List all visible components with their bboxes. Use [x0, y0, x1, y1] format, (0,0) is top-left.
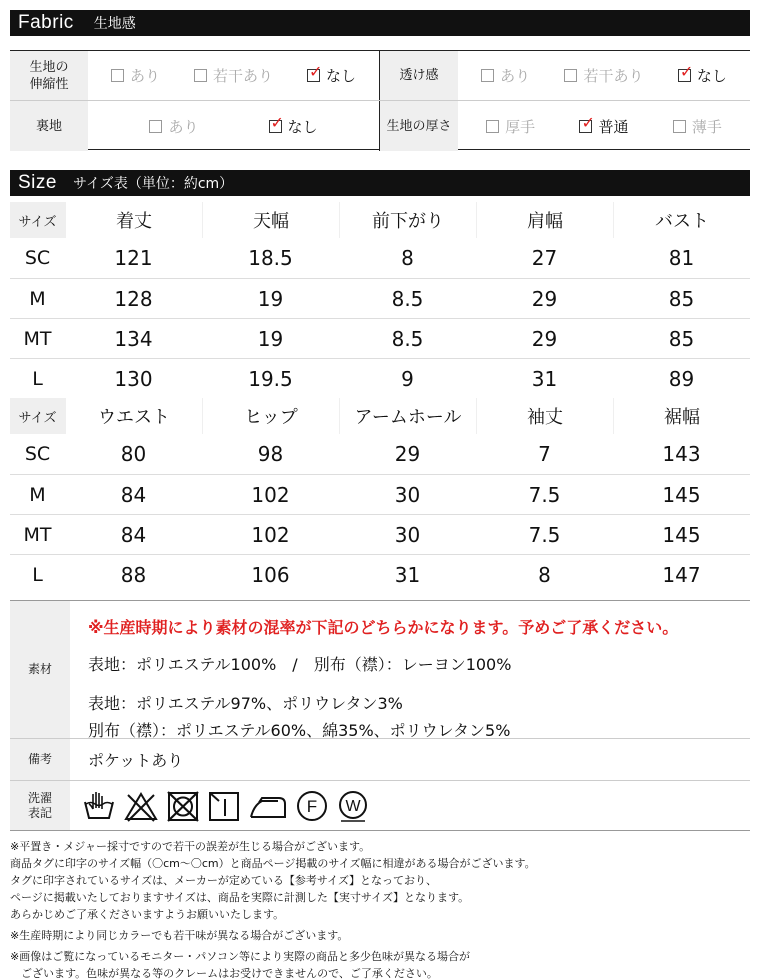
- value-cell: 102: [251, 482, 290, 507]
- wet-clean-w-icon: [336, 789, 370, 823]
- lining-option-none[interactable]: ✓ なし: [270, 112, 318, 136]
- wet-clean-letter: W: [345, 797, 361, 815]
- value-cell: 7: [538, 442, 551, 466]
- size-cell: SC: [24, 247, 51, 269]
- note-line: ございます。色味が異なる等のクレームはお受けできませんので、ご了承ください。: [10, 967, 438, 980]
- checkbox-icon: [564, 69, 577, 82]
- value-cell: 84: [120, 482, 147, 507]
- column-header: ウエスト: [66, 398, 202, 434]
- lining-option-yes[interactable]: あり: [149, 116, 198, 137]
- value-cell: 29: [531, 286, 558, 311]
- value-cell: 80: [120, 442, 147, 466]
- value-cell: 102: [251, 522, 290, 547]
- value-cell: 18.5: [248, 246, 293, 270]
- checkbox-icon: [673, 120, 686, 133]
- value-cell: 19: [257, 286, 284, 311]
- table-row: [10, 318, 750, 358]
- remarks-text: ポケットあり: [88, 751, 184, 770]
- value-cell: 8: [538, 562, 551, 587]
- table-row: [10, 474, 750, 514]
- thickness-label: 生地の厚さ: [380, 101, 458, 151]
- value-cell: 30: [394, 482, 421, 507]
- note-line: ※画像はご覧になっているモニター・パソコン等により実際の商品と多少色味が異なる場合が: [10, 950, 470, 963]
- fabric-table: [10, 50, 750, 150]
- lining-row: [10, 101, 380, 151]
- value-cell: 130: [114, 366, 153, 391]
- thickness-row: [380, 101, 750, 151]
- sheer-option-yes[interactable]: あり: [481, 65, 530, 86]
- material-label: 素材: [10, 601, 70, 738]
- care-row: [10, 781, 750, 831]
- notes: [10, 838, 750, 980]
- checked-checkbox-icon: ✓: [308, 62, 323, 81]
- sheer-option-slight[interactable]: 若干あり: [564, 65, 643, 86]
- stretch-option-yes[interactable]: あり: [111, 65, 160, 86]
- column-header: 肩幅: [477, 202, 613, 238]
- column-header: 裾幅: [614, 398, 750, 434]
- note-line: ※生産時期により同じカラーでも若干味が異なる場合がございます。: [10, 929, 349, 942]
- value-cell: 106: [251, 562, 290, 587]
- column-header: 天幅: [203, 202, 339, 238]
- size-cell: SC: [24, 443, 51, 465]
- remarks-row: [10, 739, 750, 781]
- value-cell: 19: [257, 326, 284, 351]
- column-header: ヒップ: [203, 398, 339, 434]
- fabric-subtitle: 生地感: [93, 16, 136, 32]
- value-cell: 143: [662, 442, 701, 466]
- sheer-row: [380, 51, 750, 100]
- value-cell: 85: [668, 326, 695, 351]
- value-cell: 98: [257, 442, 284, 466]
- size-cell: L: [32, 367, 43, 390]
- thickness-option-normal[interactable]: ✓ 普通: [581, 112, 629, 136]
- sheer-label: 透け感: [380, 51, 458, 100]
- material-option-2-line-2: 別布（襟）：ポリエステル60%、綿35%、ポリウレタン5%: [88, 721, 511, 740]
- size-cell: M: [29, 287, 46, 310]
- value-cell: 88: [120, 562, 147, 587]
- stretch-option-none[interactable]: ✓ なし: [308, 62, 356, 85]
- table-row: [10, 278, 750, 318]
- value-cell: 27: [531, 246, 558, 270]
- note-line: タグに印字されているサイズは、メーカーが定めている【参考サイズ】となっており、: [10, 874, 438, 887]
- size-section-header: [10, 170, 750, 196]
- value-cell: 85: [668, 286, 695, 311]
- value-cell: 29: [531, 326, 558, 351]
- value-cell: 19.5: [248, 366, 293, 391]
- no-tumble-dry-icon: [166, 789, 200, 823]
- size-table-2-header: [10, 398, 750, 434]
- checkbox-icon: [481, 69, 494, 82]
- size-column-label: サイズ: [18, 214, 57, 230]
- value-cell: 30: [394, 522, 421, 547]
- size-title: Size: [18, 172, 57, 193]
- low-iron-icon: [248, 789, 288, 823]
- value-cell: 7.5: [528, 522, 561, 547]
- value-cell: 9: [401, 366, 414, 391]
- size-subtitle: サイズ表（単位：約cm）: [72, 176, 234, 192]
- value-cell: 81: [668, 246, 695, 270]
- size-cell: M: [29, 483, 46, 506]
- column-header: 前下がり: [340, 202, 476, 238]
- value-cell: 121: [114, 246, 153, 270]
- checked-checkbox-icon: ✓: [581, 112, 595, 132]
- value-cell: 84: [120, 522, 147, 547]
- value-cell: 128: [114, 286, 153, 311]
- column-header: バスト: [614, 202, 750, 238]
- stretch-label: 生地の伸縮性: [10, 51, 88, 100]
- checked-checkbox-icon: ✓: [270, 112, 284, 132]
- value-cell: 31: [394, 562, 421, 587]
- checked-checkbox-icon: ✓: [679, 62, 694, 81]
- value-cell: 8: [401, 246, 414, 270]
- value-cell: 145: [662, 482, 701, 507]
- table-row: [10, 434, 750, 474]
- checkbox-icon: [149, 120, 162, 133]
- size-table-1-header: [10, 202, 750, 238]
- dry-clean-f-icon: [295, 789, 329, 823]
- column-header: アームホール: [340, 398, 476, 434]
- column-header: 袖丈: [477, 398, 613, 434]
- info-table: [10, 600, 750, 831]
- value-cell: 145: [662, 522, 701, 547]
- fabric-title: Fabric: [18, 12, 74, 33]
- checkbox-icon: [486, 120, 499, 133]
- line-dry-shade-icon: [207, 789, 241, 823]
- stretch-option-slight[interactable]: 若干あり: [194, 65, 273, 86]
- sheer-option-none[interactable]: ✓ なし: [679, 62, 727, 85]
- care-label: 洗濯表記: [10, 781, 70, 830]
- value-cell: 134: [114, 326, 153, 351]
- column-header: 着丈: [66, 202, 202, 238]
- thickness-option-thick[interactable]: 厚手: [486, 116, 535, 137]
- no-bleach-icon: [123, 789, 159, 823]
- table-row: [10, 554, 750, 594]
- material-option-2-line-1: 表地：ポリエステル97%、ポリウレタン3%: [88, 694, 403, 713]
- checkbox-icon: [111, 69, 124, 82]
- fabric-section-header: [10, 10, 750, 36]
- value-cell: 89: [668, 366, 695, 391]
- table-row: [10, 238, 750, 278]
- size-cell: L: [32, 563, 43, 586]
- value-cell: 7.5: [528, 482, 561, 507]
- dry-clean-letter: F: [306, 796, 318, 816]
- note-line: ページに掲載いたしておりますサイズは、商品を実際に計測した【実寸サイズ】となります。: [10, 891, 470, 904]
- size-cell: MT: [23, 327, 52, 350]
- value-cell: 147: [662, 562, 701, 587]
- material-row: [10, 601, 750, 739]
- value-cell: 8.5: [391, 326, 424, 351]
- note-line: あらかじめご了承くださいますようお願いいたします。: [10, 908, 285, 921]
- note-line: ※平置き・メジャー採寸ですので若干の誤差が生じる場合がございます。: [10, 840, 371, 853]
- stretch-row: [10, 51, 380, 100]
- size-table: [10, 202, 750, 594]
- checkbox-icon: [194, 69, 207, 82]
- table-row: [10, 514, 750, 554]
- size-column-label: サイズ: [18, 410, 57, 426]
- size-cell: MT: [23, 523, 52, 546]
- lining-label: 裏地: [10, 101, 88, 151]
- material-option-1: 表地：ポリエステル100% / 別布（襟）：レーヨン100%: [88, 655, 512, 674]
- hand-wash-icon: [82, 789, 116, 823]
- value-cell: 29: [394, 442, 421, 466]
- note-line: 商品タグに印字のサイズ幅（〇cm〜〇cm）と商品ページ掲載のサイズ幅に相違がある場合がございます。: [10, 857, 536, 870]
- value-cell: 8.5: [391, 286, 424, 311]
- value-cell: 31: [531, 366, 558, 391]
- thickness-option-thin[interactable]: 薄手: [673, 116, 722, 137]
- remarks-label: 備考: [10, 739, 70, 780]
- table-row: [10, 358, 750, 398]
- material-warning: ※生産時期により素材の混率が下記のどちらかになります。予めご了承ください。: [88, 618, 679, 637]
